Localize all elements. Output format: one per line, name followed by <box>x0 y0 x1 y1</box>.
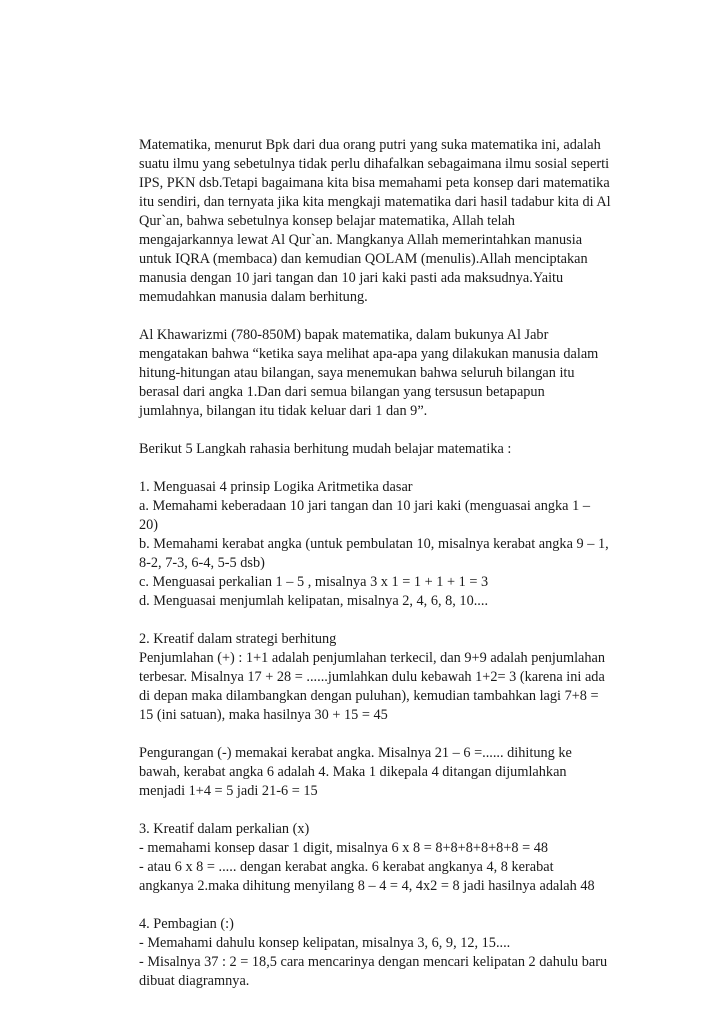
paragraph-al-khawarizmi: Al Khawarizmi (780-850M) bapak matematika, dalam bukunya Al Jabr mengatakan bahwa “ketika saya melihat apa-apa yang dilakukan manusia dalam hitung-hitungan atau bilangan, saya menemukan bahwa seluruh bilangan itu berasal dari angka 1.Dan dari semua bilangan yang tersusun betapapun jumlahnya, bilangan itu tidak keluar dari 1 dan 9”. <box>139 327 599 419</box>
document-body <box>139 136 639 1010</box>
section-logika-aritmetika: 1. Menguasai 4 prinsip Logika Aritmetika dasar a. Memahami keberadaan 10 jari tangan dan 10 jari kaki (menguasai angka 1 – 20) b. Memahami kerabat angka (untuk pembulatan 10, misalnya kerabat angka 9 – 1, 8-2, 7-3, 6-4, 5-5 dsb) c. Menguasai perkalian 1 – 5 , misalnya 3 x 1 = 1 + 1 + 1 = 3 d. Menguasai menjumlah kelipatan, misalnya 2, 4, 6, 8, 10.... <box>139 479 609 609</box>
section-perkalian: 3. Kreatif dalam perkalian (x) - memahami konsep dasar 1 digit, misalnya 6 x 8 = 8+8+8+8+8+8 = 48 - atau 6 x 8 = ..... dengan kerabat angka. 6 kerabat angkanya 4, 8 kerabat angkanya 2.maka dihitung menyilang 8 – 4 = 4, 4x2 = 8 jadi hasilnya adalah 48 <box>139 821 595 894</box>
paragraph-steps-intro: Berikut 5 Langkah rahasia berhitung mudah belajar matematika : <box>139 441 512 457</box>
paragraph-intro: Matematika, menurut Bpk dari dua orang putri yang suka matematika ini, adalah suatu ilmu yang sebetulnya tidak perlu dihafalkan sebagaimana ilmu sosial seperti IPS, PKN dsb.Tetapi bagaimana kita bisa memahami peta konsep dari matematika itu sendiri, dan ternyata jika kita mengkaji matematika dari hasil tadabur kita di Al Qur`an, bahwa sebetulnya konsep belajar matematika, Allah telah mengajarkannya lewat Al Qur`an. Mangkanya Allah memerintahkan manusia untuk IQRA (membaca) dan kemudian QOLAM (menulis).Allah menciptakan manusia dengan 10 jari tangan dan 10 jari kaki pasti ada maksudnya.Yaitu memudahkan manusia dalam berhitung. <box>139 137 611 305</box>
section-strategi-berhitung: 2. Kreatif dalam strategi berhitung Penjumlahan (+) : 1+1 adalah penjumlahan terkecil, dan 9+9 adalah penjumlahan terbesar. Misalnya 17 + 28 = ......jumlahkan dulu kebawah 1+2= 3 (karena ini ada di depan maka dilambangkan dengan puluhan), kemudian tambahkan lagi 7+8 = 15 (ini satuan), maka hasilnya 30 + 15 = 45 <box>139 631 606 723</box>
section-pembagian: 4. Pembagian (:) - Memahami dahulu konsep kelipatan, misalnya 3, 6, 9, 12, 15.... - Misalnya 37 : 2 = 18,5 cara mencarinya dengan mencari kelipatan 2 dahulu baru dibuat diagramnya. <box>139 916 608 989</box>
paragraph-pengurangan: Pengurangan (-) memakai kerabat angka. Misalnya 21 – 6 =...... dihitung ke bawah, kerabat angka 6 adalah 4. Maka 1 dikepala 4 ditangan dijumlahkan menjadi 1+4 = 5 jadi 21-6 = 15 <box>139 745 572 799</box>
